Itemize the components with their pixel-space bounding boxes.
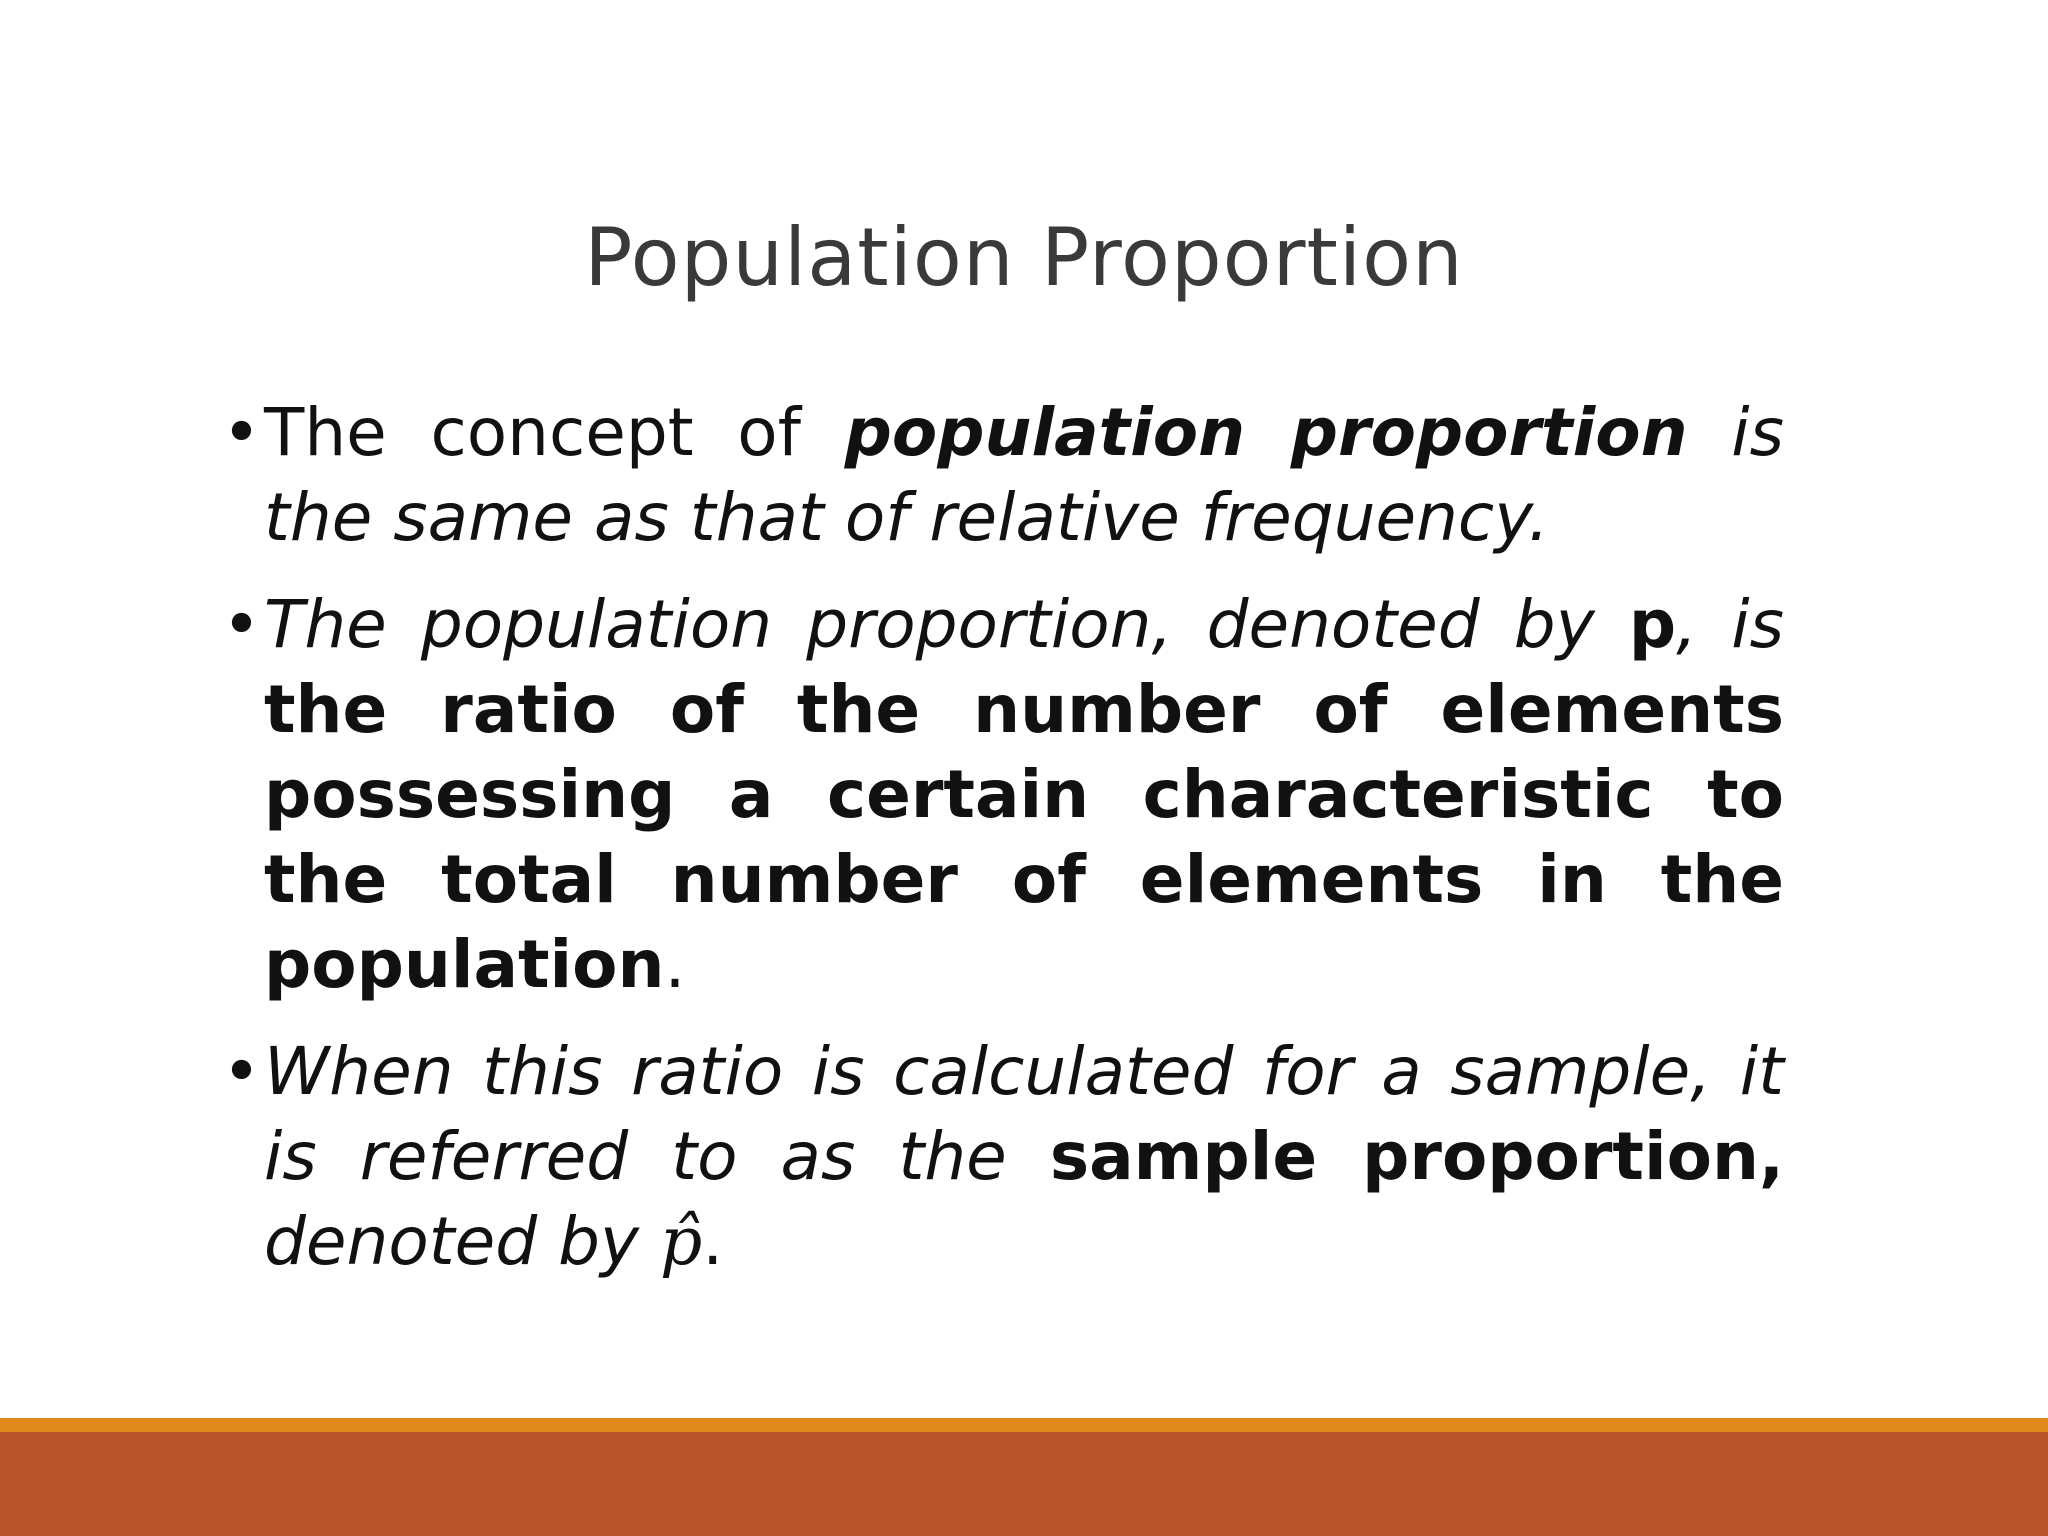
bullet-emphasis: p [1628,586,1677,663]
bullet-text: The population proportion, denoted by [264,586,1629,663]
bullet-text: . [702,1203,724,1280]
bullet-item [222,1029,1784,1284]
footer-band [0,1432,2048,1536]
bullet-item [222,390,1784,560]
bullet-icon: • [222,1033,261,1110]
bullet-text: . [664,926,686,1003]
bullet-emphasis: sample proportion, [1049,1118,1785,1195]
bullet-item [222,582,1784,1007]
p-hat-symbol: p̂ [660,1203,703,1280]
slide-title: Population Proportion [584,211,1464,304]
bullet-list [222,390,1784,1306]
bullet-definition: the ratio of the number of elements possessing a certain characteristic to the total number of elements in the population [264,671,1784,1003]
bullet-text: denoted by [264,1203,660,1280]
footer-accent-stripe [0,1418,2048,1432]
bullet-text: is the same as that of relative frequency. [264,394,1784,556]
bullet-text: The concept of [264,394,845,471]
bullet-icon: • [222,586,261,663]
bullet-text: , is [1676,586,1784,663]
bullet-emphasis: population proportion [844,394,1688,471]
bullet-icon: • [222,394,261,471]
bullet-text: When this ratio is calculated for a sample, it is referred to as the [264,1033,1784,1195]
